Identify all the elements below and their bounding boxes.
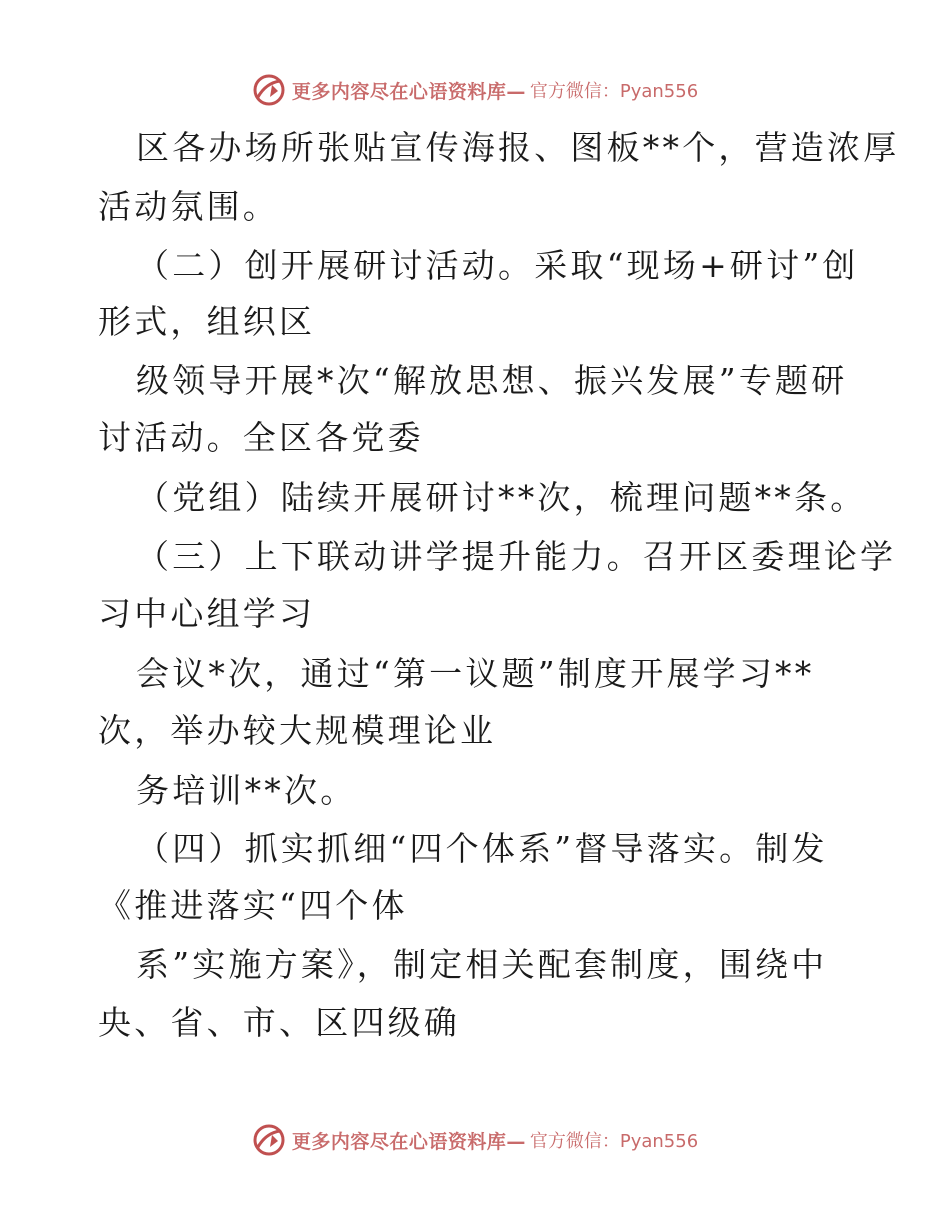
text-line: 系”实施方案》，制定相关配套制度，围绕中 bbox=[136, 945, 828, 984]
text-line: 活动氛围。 bbox=[98, 187, 279, 226]
footer-banner-text: 更多内容尽在心语资料库— bbox=[291, 1130, 526, 1153]
text-line: （党组）陆续开展研讨**次，梳理问题**条。 bbox=[136, 478, 867, 517]
text-line: （三）上下联动讲学提升能力。召开区委理论学 bbox=[136, 537, 897, 576]
footer-banner bbox=[0, 1120, 950, 1160]
pen-nib-swirl-icon bbox=[252, 73, 286, 107]
header-banner-text: 更多内容尽在心语资料库— bbox=[291, 80, 526, 103]
text-line: （二）创开展研讨活动。采取“现场+研讨”创 bbox=[136, 246, 859, 285]
text-line: 务培训**次。 bbox=[136, 771, 357, 810]
text-line: 形式，组织区 bbox=[98, 302, 316, 341]
text-line: 次，举办较大规模理论业 bbox=[98, 711, 497, 750]
text-line: 《推进落实“四个体 bbox=[98, 886, 408, 925]
header-banner bbox=[0, 70, 950, 110]
text-line: （四）抓实抓细“四个体系”督导落实。制发 bbox=[136, 829, 828, 868]
text-line: 习中心组学习 bbox=[98, 594, 316, 633]
text-line: 会议*次，通过“第一议题”制度开展学习** bbox=[136, 654, 815, 693]
pen-nib-swirl-icon bbox=[252, 1123, 286, 1157]
text-line: 级领导开展*次“解放思想、振兴发展”专题研 bbox=[136, 361, 848, 400]
text-line: 讨活动。全区各党委 bbox=[98, 418, 424, 457]
footer-wechat-text: 官方微信：Pyan556 bbox=[529, 1131, 699, 1152]
text-line: 区各办场所张贴宣传海报、图板**个，营造浓厚 bbox=[136, 128, 900, 167]
header-wechat-text: 官方微信：Pyan556 bbox=[529, 81, 699, 102]
text-line: 央、省、市、区四级确 bbox=[98, 1003, 460, 1042]
